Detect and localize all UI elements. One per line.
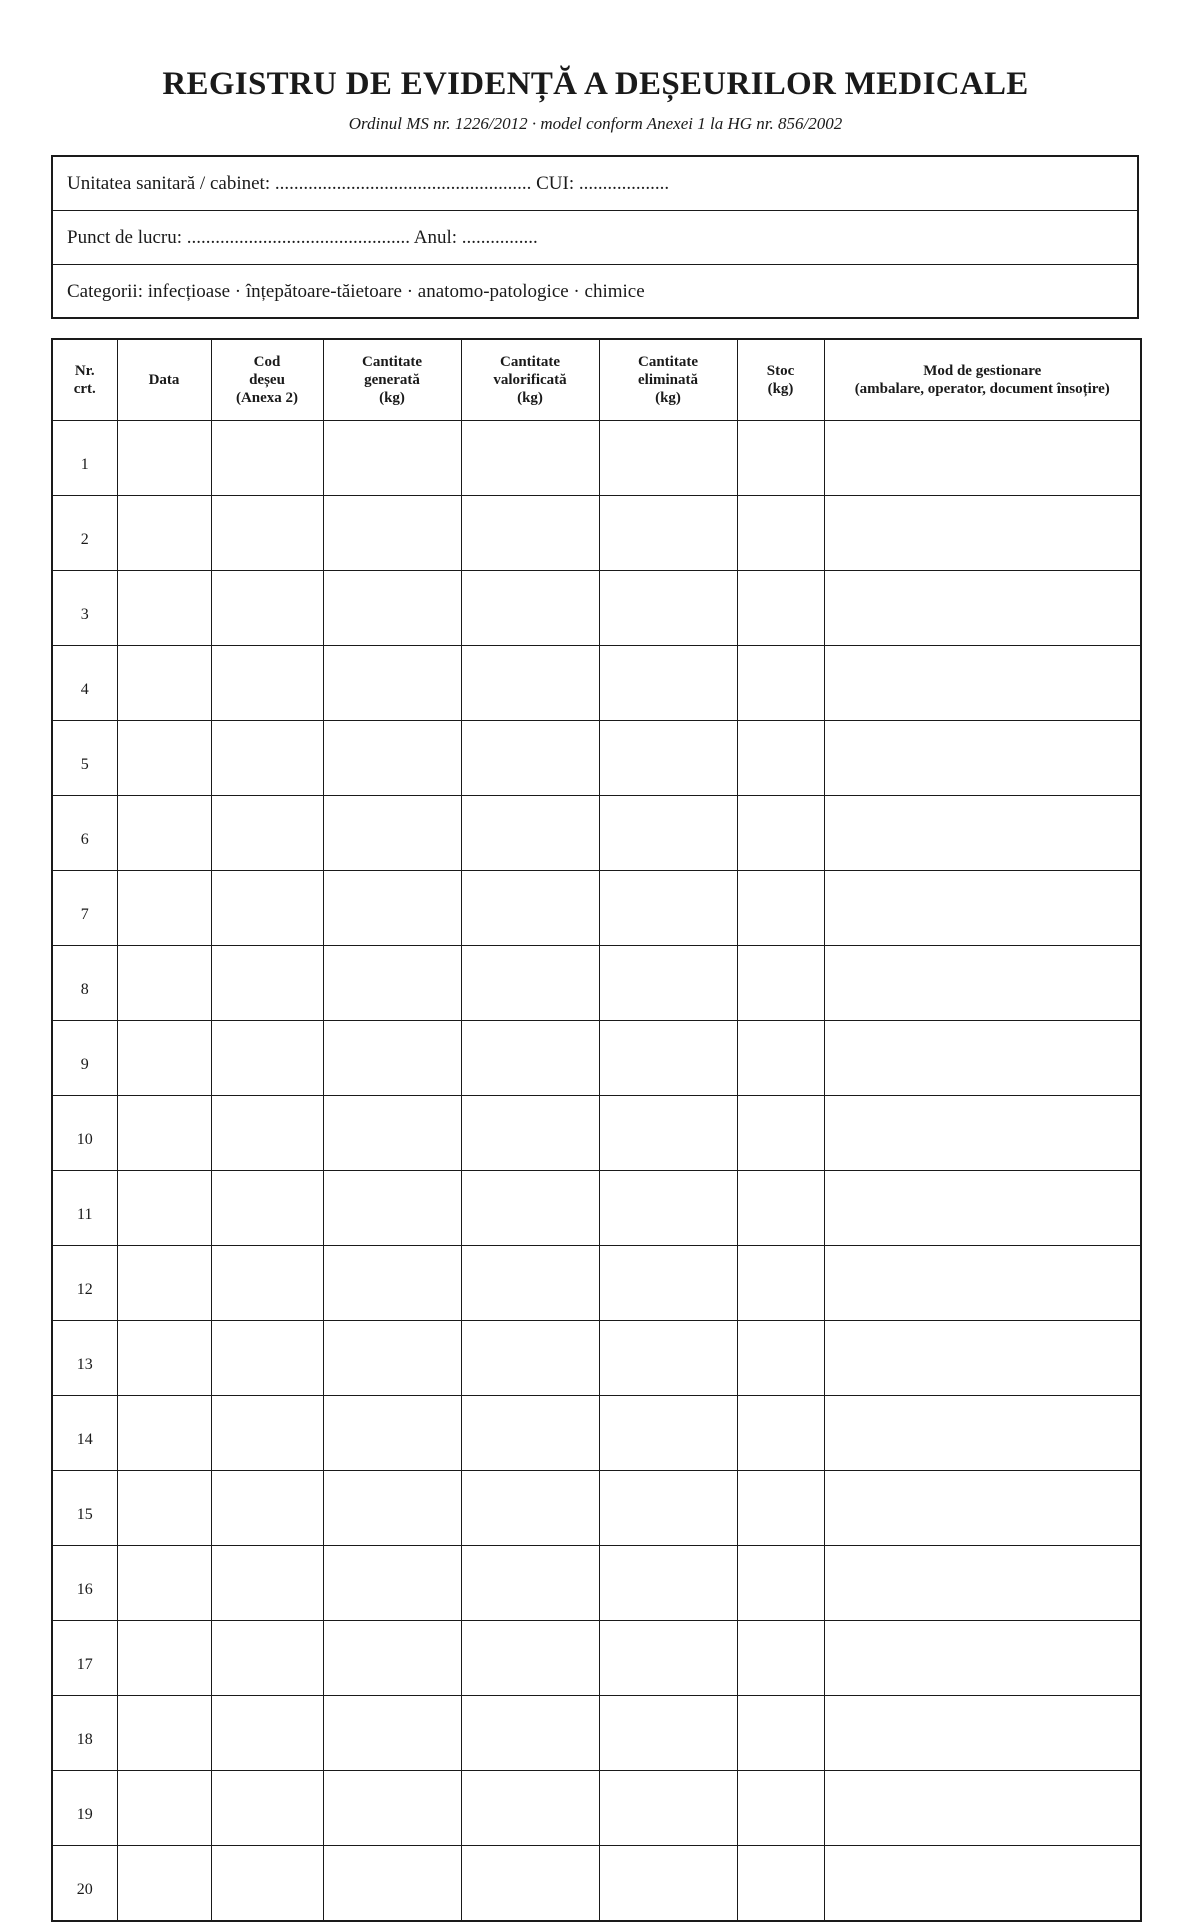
- entry-cell-cantitate-eliminata[interactable]: [599, 1096, 737, 1171]
- entry-cell-mod-gestionare[interactable]: [824, 496, 1141, 571]
- column-header-line: Cantitate: [362, 354, 422, 370]
- entry-cell-data[interactable]: [117, 1246, 211, 1321]
- entry-cell-data[interactable]: [117, 1096, 211, 1171]
- table-row: [52, 1171, 1141, 1246]
- entry-cell-cantitate-eliminata[interactable]: [599, 1621, 737, 1696]
- entry-cell-cantitate-valorificata[interactable]: [461, 1396, 599, 1471]
- entry-cell-cantitate-valorificata[interactable]: [461, 496, 599, 571]
- row-number: 8: [52, 946, 117, 1021]
- column-header-line: (kg): [517, 390, 543, 406]
- entry-cell-cod-deseu[interactable]: [211, 1096, 323, 1171]
- entry-cell-mod-gestionare[interactable]: [824, 1246, 1141, 1321]
- row-number: 3: [52, 571, 117, 646]
- entry-cell-cantitate-eliminata[interactable]: [599, 1546, 737, 1621]
- row-number: 16: [52, 1546, 117, 1621]
- entry-cell-stoc[interactable]: [737, 946, 824, 1021]
- column-header-data: [117, 339, 211, 421]
- entry-cell-cod-deseu[interactable]: [211, 1246, 323, 1321]
- entry-cell-data[interactable]: [117, 1771, 211, 1846]
- row-number: 15: [52, 1471, 117, 1546]
- column-header-line: (kg): [767, 381, 794, 397]
- entry-cell-cod-deseu[interactable]: [211, 1321, 323, 1396]
- column-header-line: valorificată: [493, 372, 567, 388]
- entry-cell-mod-gestionare[interactable]: [824, 721, 1141, 796]
- table-row: [52, 946, 1141, 1021]
- entry-cell-cod-deseu[interactable]: [211, 646, 323, 721]
- entry-cell-cantitate-valorificata[interactable]: [461, 946, 599, 1021]
- table-row: [52, 1696, 1141, 1771]
- column-header-line: Mod de gestionare: [923, 363, 1042, 379]
- entry-cell-cantitate-eliminata[interactable]: [599, 496, 737, 571]
- entry-cell-mod-gestionare[interactable]: [824, 1696, 1141, 1771]
- entry-cell-stoc[interactable]: [737, 1246, 824, 1321]
- column-header-stoc: [737, 339, 824, 421]
- entry-cell-mod-gestionare[interactable]: [824, 1546, 1141, 1621]
- table-row: [52, 1096, 1141, 1171]
- column-header-line: (ambalare, operator, document însoțire): [854, 381, 1110, 397]
- entry-cell-cantitate-eliminata[interactable]: [599, 1021, 737, 1096]
- entry-cell-data[interactable]: [117, 1846, 211, 1922]
- entry-cell-mod-gestionare[interactable]: [824, 421, 1141, 496]
- row-number: 13: [52, 1321, 117, 1396]
- table-row: [52, 571, 1141, 646]
- row-number: 4: [52, 646, 117, 721]
- entry-cell-cantitate-eliminata[interactable]: [599, 1696, 737, 1771]
- entry-cell-cantitate-generata[interactable]: [323, 1096, 461, 1171]
- entry-cell-cod-deseu[interactable]: [211, 1471, 323, 1546]
- column-header-line: Stoc: [766, 363, 795, 379]
- entry-cell-stoc[interactable]: [737, 1771, 824, 1846]
- column-header-line: generată: [364, 372, 420, 388]
- column-header-line: (kg): [655, 390, 681, 406]
- row-number: 1: [52, 421, 117, 496]
- entry-cell-data[interactable]: [117, 1396, 211, 1471]
- column-header-line: (Anexa 2): [235, 390, 299, 406]
- column-header-cantitate-eliminata: [599, 339, 737, 421]
- entry-cell-cantitate-generata[interactable]: [323, 871, 461, 946]
- entry-cell-cod-deseu[interactable]: [211, 946, 323, 1021]
- table-header-row: [52, 339, 1141, 421]
- entry-cell-cantitate-generata[interactable]: [323, 1546, 461, 1621]
- entry-cell-data[interactable]: [117, 1696, 211, 1771]
- entry-cell-cantitate-generata[interactable]: [323, 1246, 461, 1321]
- column-header-mod-gestionare: [824, 339, 1141, 421]
- entry-cell-cantitate-generata[interactable]: [323, 1471, 461, 1546]
- entry-cell-cantitate-valorificata[interactable]: [461, 1621, 599, 1696]
- entry-cell-stoc[interactable]: [737, 421, 824, 496]
- entry-cell-mod-gestionare[interactable]: [824, 1171, 1141, 1246]
- entry-cell-cantitate-eliminata[interactable]: [599, 721, 737, 796]
- entry-cell-cantitate-eliminata[interactable]: [599, 946, 737, 1021]
- entry-cell-mod-gestionare[interactable]: [824, 1321, 1141, 1396]
- entry-cell-cantitate-eliminata[interactable]: [599, 796, 737, 871]
- entry-cell-cantitate-eliminata[interactable]: [599, 1396, 737, 1471]
- entry-cell-cod-deseu[interactable]: [211, 571, 323, 646]
- register-table: [51, 338, 1142, 1922]
- entry-cell-cantitate-valorificata[interactable]: [461, 1171, 599, 1246]
- entry-cell-cod-deseu[interactable]: [211, 796, 323, 871]
- row-number: 10: [52, 1096, 117, 1171]
- entry-cell-data[interactable]: [117, 496, 211, 571]
- entry-cell-stoc[interactable]: [737, 1321, 824, 1396]
- entry-cell-stoc[interactable]: [737, 1171, 824, 1246]
- entry-cell-data[interactable]: [117, 1021, 211, 1096]
- entry-cell-cantitate-eliminata[interactable]: [599, 1771, 737, 1846]
- entry-cell-mod-gestionare[interactable]: [824, 796, 1141, 871]
- entry-cell-data[interactable]: [117, 646, 211, 721]
- entry-cell-data[interactable]: [117, 871, 211, 946]
- row-number: 2: [52, 496, 117, 571]
- row-number: 7: [52, 871, 117, 946]
- table-row: [52, 1021, 1141, 1096]
- column-header-line: eliminată: [638, 372, 698, 388]
- entry-cell-data[interactable]: [117, 571, 211, 646]
- entry-cell-stoc[interactable]: [737, 1546, 824, 1621]
- entry-cell-data[interactable]: [117, 1471, 211, 1546]
- entry-cell-mod-gestionare[interactable]: [824, 1771, 1141, 1846]
- table-row: [52, 1621, 1141, 1696]
- entry-cell-cantitate-valorificata[interactable]: [461, 1096, 599, 1171]
- entry-cell-mod-gestionare[interactable]: [824, 571, 1141, 646]
- entry-cell-cod-deseu[interactable]: [211, 1771, 323, 1846]
- entry-cell-cantitate-valorificata[interactable]: [461, 1471, 599, 1546]
- entry-cell-data[interactable]: [117, 1321, 211, 1396]
- column-header-line: deșeu: [249, 372, 285, 388]
- entry-cell-cod-deseu[interactable]: [211, 1396, 323, 1471]
- column-header-cod-deseu: [211, 339, 323, 421]
- entry-cell-cantitate-valorificata[interactable]: [461, 796, 599, 871]
- entry-cell-cod-deseu[interactable]: [211, 721, 323, 796]
- entry-cell-stoc[interactable]: [737, 1021, 824, 1096]
- page-title: REGISTRU DE EVIDENȚĂ A DEȘEURILOR MEDICALE: [162, 66, 1029, 102]
- entry-cell-mod-gestionare[interactable]: [824, 1096, 1141, 1171]
- entry-cell-cantitate-eliminata[interactable]: [599, 1471, 737, 1546]
- entry-cell-cantitate-generata[interactable]: [323, 721, 461, 796]
- entry-cell-cantitate-eliminata[interactable]: [599, 1321, 737, 1396]
- entry-cell-mod-gestionare[interactable]: [824, 1021, 1141, 1096]
- table-row: [52, 1771, 1141, 1846]
- entry-cell-cantitate-generata[interactable]: [323, 1621, 461, 1696]
- entry-cell-cantitate-valorificata[interactable]: [461, 1021, 599, 1096]
- page-subtitle: Ordinul MS nr. 1226/2012 · model conform Anexei 1 la HG nr. 856/2002: [348, 114, 843, 133]
- column-header-cantitate-generata: [323, 339, 461, 421]
- entry-cell-cantitate-eliminata[interactable]: [599, 571, 737, 646]
- entry-cell-stoc[interactable]: [737, 1621, 824, 1696]
- entry-cell-mod-gestionare[interactable]: [824, 1621, 1141, 1696]
- entry-cell-data[interactable]: [117, 721, 211, 796]
- entry-cell-cantitate-eliminata[interactable]: [599, 646, 737, 721]
- entry-cell-mod-gestionare[interactable]: [824, 871, 1141, 946]
- info-box: [51, 155, 1139, 319]
- entry-cell-cantitate-valorificata[interactable]: [461, 421, 599, 496]
- column-header-line: Cantitate: [638, 354, 698, 370]
- entry-cell-cantitate-generata[interactable]: [323, 1396, 461, 1471]
- table-row: [52, 721, 1141, 796]
- column-header-nr-crt: [52, 339, 117, 421]
- entry-cell-mod-gestionare[interactable]: [824, 646, 1141, 721]
- column-header-line: Data: [148, 372, 180, 388]
- entry-cell-cantitate-valorificata[interactable]: [461, 721, 599, 796]
- entry-cell-cod-deseu[interactable]: [211, 496, 323, 571]
- entry-cell-cantitate-valorificata[interactable]: [461, 1696, 599, 1771]
- table-row: [52, 1321, 1141, 1396]
- entry-cell-cantitate-valorificata[interactable]: [461, 1321, 599, 1396]
- column-header-cantitate-valorificata: [461, 339, 599, 421]
- entry-cell-cantitate-eliminata[interactable]: [599, 1846, 737, 1922]
- entry-cell-cantitate-generata[interactable]: [323, 1171, 461, 1246]
- table-row: [52, 1246, 1141, 1321]
- entry-cell-cod-deseu[interactable]: [211, 1021, 323, 1096]
- row-number: 14: [52, 1396, 117, 1471]
- table-row: [52, 421, 1141, 496]
- entry-cell-cod-deseu[interactable]: [211, 1696, 323, 1771]
- entry-cell-mod-gestionare[interactable]: [824, 1471, 1141, 1546]
- entry-cell-stoc[interactable]: [737, 1846, 824, 1922]
- entry-cell-stoc[interactable]: [737, 496, 824, 571]
- entry-cell-cod-deseu[interactable]: [211, 1171, 323, 1246]
- entry-cell-cantitate-eliminata[interactable]: [599, 1171, 737, 1246]
- table-body: [52, 421, 1141, 1922]
- entry-cell-cod-deseu[interactable]: [211, 1546, 323, 1621]
- entry-cell-cantitate-generata[interactable]: [323, 496, 461, 571]
- entry-cell-cantitate-generata[interactable]: [323, 796, 461, 871]
- entry-cell-data[interactable]: [117, 1171, 211, 1246]
- info-categories-row: Categorii: infecțioase · înțepătoare-tăietoare · anatomo-patologice · chimice: [67, 281, 645, 302]
- table-row: [52, 1396, 1141, 1471]
- entry-cell-data[interactable]: [117, 1546, 211, 1621]
- entry-cell-cantitate-eliminata[interactable]: [599, 421, 737, 496]
- table-row: [52, 796, 1141, 871]
- row-number: 20: [52, 1846, 117, 1922]
- table-row: [52, 1846, 1141, 1922]
- entry-cell-cantitate-valorificata[interactable]: [461, 571, 599, 646]
- info-workplace-row: Punct de lucru: ............................................... Anul: ................: [53, 211, 1137, 265]
- entry-cell-cantitate-eliminata[interactable]: [599, 871, 737, 946]
- table-row: [52, 871, 1141, 946]
- table-row: [52, 1471, 1141, 1546]
- row-number: 6: [52, 796, 117, 871]
- table-row: [52, 1546, 1141, 1621]
- entry-cell-cod-deseu[interactable]: [211, 871, 323, 946]
- entry-cell-cantitate-generata[interactable]: [323, 946, 461, 1021]
- entry-cell-cantitate-generata[interactable]: [323, 1321, 461, 1396]
- column-header-line: (kg): [379, 390, 405, 406]
- row-number: 17: [52, 1621, 117, 1696]
- entry-cell-data[interactable]: [117, 421, 211, 496]
- column-header-line: Cantitate: [500, 354, 560, 370]
- entry-cell-cod-deseu[interactable]: [211, 1621, 323, 1696]
- entry-cell-cantitate-generata[interactable]: [323, 1771, 461, 1846]
- entry-cell-cod-deseu[interactable]: [211, 1846, 323, 1922]
- entry-cell-cantitate-generata[interactable]: [323, 1021, 461, 1096]
- entry-cell-data[interactable]: [117, 946, 211, 1021]
- table-row: [52, 496, 1141, 571]
- entry-cell-stoc[interactable]: [737, 646, 824, 721]
- entry-cell-mod-gestionare[interactable]: [824, 946, 1141, 1021]
- entry-cell-cantitate-valorificata[interactable]: [461, 646, 599, 721]
- entry-cell-cantitate-valorificata[interactable]: [461, 1546, 599, 1621]
- entry-cell-mod-gestionare[interactable]: [824, 1846, 1141, 1922]
- entry-cell-stoc[interactable]: [737, 796, 824, 871]
- entry-cell-cantitate-generata[interactable]: [323, 646, 461, 721]
- row-number: 19: [52, 1771, 117, 1846]
- entry-cell-stoc[interactable]: [737, 1696, 824, 1771]
- entry-cell-stoc[interactable]: [737, 1396, 824, 1471]
- entry-cell-cantitate-valorificata[interactable]: [461, 1246, 599, 1321]
- entry-cell-cantitate-eliminata[interactable]: [599, 1246, 737, 1321]
- entry-cell-mod-gestionare[interactable]: [824, 1396, 1141, 1471]
- entry-cell-stoc[interactable]: [737, 1096, 824, 1171]
- entry-cell-cod-deseu[interactable]: [211, 421, 323, 496]
- row-number: 12: [52, 1246, 117, 1321]
- entry-cell-cantitate-generata[interactable]: [323, 1846, 461, 1922]
- entry-cell-data[interactable]: [117, 796, 211, 871]
- column-header-line: crt.: [73, 381, 96, 397]
- row-number: 18: [52, 1696, 117, 1771]
- row-number: 9: [52, 1021, 117, 1096]
- entry-cell-cantitate-valorificata[interactable]: [461, 871, 599, 946]
- entry-cell-cantitate-generata[interactable]: [323, 421, 461, 496]
- entry-cell-stoc[interactable]: [737, 1471, 824, 1546]
- entry-cell-stoc[interactable]: [737, 721, 824, 796]
- entry-cell-cantitate-generata[interactable]: [323, 571, 461, 646]
- entry-cell-cantitate-valorificata[interactable]: [461, 1771, 599, 1846]
- column-header-line: Nr.: [74, 363, 95, 379]
- table-row: [52, 646, 1141, 721]
- row-number: 5: [52, 721, 117, 796]
- entry-cell-data[interactable]: [117, 1621, 211, 1696]
- entry-cell-cantitate-generata[interactable]: [323, 1696, 461, 1771]
- entry-cell-cantitate-valorificata[interactable]: [461, 1846, 599, 1922]
- entry-cell-stoc[interactable]: [737, 571, 824, 646]
- info-unit-row: Unitatea sanitară / cabinet: ...................................................... CUI: ...................: [53, 157, 1137, 211]
- entry-cell-stoc[interactable]: [737, 871, 824, 946]
- column-header-line: Cod: [253, 354, 281, 370]
- row-number: 11: [52, 1171, 117, 1246]
